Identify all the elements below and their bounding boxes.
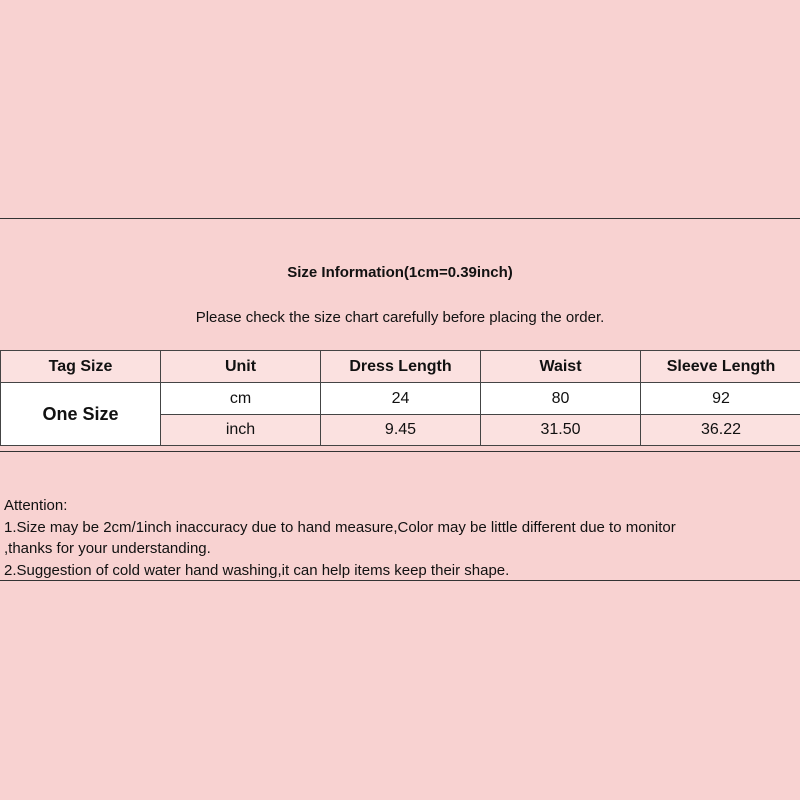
notes-line-3: 2.Suggestion of cold water hand washing,it can help items keep their shape. <box>4 561 510 579</box>
sleeve-length-cell: 92 <box>641 383 800 415</box>
header-sleeve-length: Sleeve Length <box>641 351 800 383</box>
notes-heading: Attention: <box>4 497 68 514</box>
header-unit: Unit <box>161 351 321 383</box>
page-subtitle: Please check the size chart carefully before placing the order. <box>195 309 605 326</box>
table-row <box>1 383 800 415</box>
header-tag-size: Tag Size <box>1 351 161 383</box>
notes-line-2: ,thanks for your understanding. <box>4 540 211 557</box>
middle-divider <box>0 451 800 452</box>
header-dress-length: Dress Length <box>321 351 481 383</box>
size-chart-table <box>0 350 800 446</box>
unit-cell: inch <box>161 415 321 446</box>
sleeve-length-cell: 36.22 <box>641 415 800 446</box>
waist-cell: 80 <box>481 383 641 415</box>
table-header-row <box>1 351 800 383</box>
attention-notes <box>4 495 676 581</box>
bottom-divider <box>0 580 800 581</box>
unit-cell: cm <box>161 383 321 415</box>
top-divider <box>0 218 800 219</box>
header-waist: Waist <box>481 351 641 383</box>
waist-cell: 31.50 <box>481 415 641 446</box>
dress-length-cell: 9.45 <box>321 415 481 446</box>
page-title: Size Information(1cm=0.39inch) <box>287 264 513 281</box>
notes-line-1: 1.Size may be 2cm/1inch inaccuracy due to hand measure,Color may be little different due to monitor <box>4 518 676 536</box>
dress-length-cell: 24 <box>321 383 481 415</box>
tag-size-cell: One Size <box>1 383 161 446</box>
